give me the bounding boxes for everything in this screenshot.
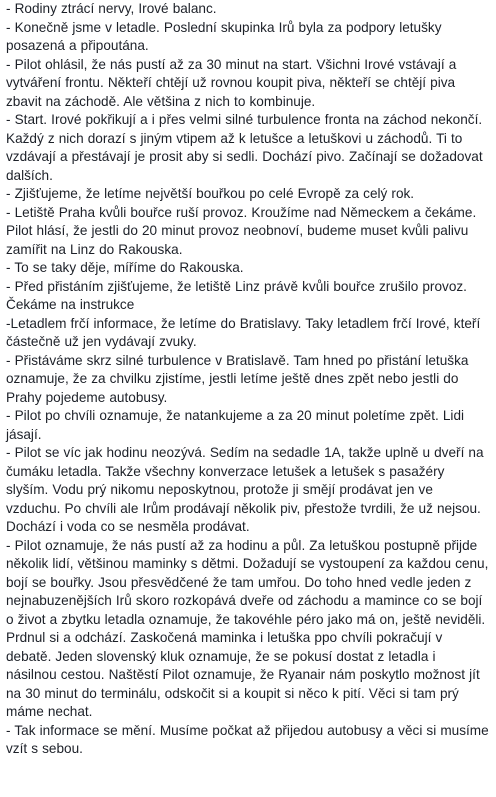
paragraph: - Zjišťujeme, že letíme největší bouřkou po celé Evropě za celý rok. <box>6 186 415 201</box>
paragraph: - Start. Irové pokřikují a i přes velmi silné turbulence fronta na záchod nekončí. Každý z nich dorazí s jiným vtipem až k letušce a letuškovi u záchodů. Ti to vzdávají a přestávají je prosit aby si sedli. Dochází pivo. Začínají se dožadovat dalších. <box>6 112 483 183</box>
paragraph: - Pilot oznamuje, že nás pustí až za hodinu a půl. Za letuškou postupně přijde několik lidí, většinou maminky s dětmi. Dožadují se vystoupení za každou cenu, bojí se bouřky. Jsou přesvědčené že tam umřou. Do toho hned vedle jeden z nejnabuzenějších Irů skoro rozkopává dveře od záchodu a mamince co se bojí o život a zbytku letadla oznamuje, že takovéhle péro jako má on, ještě neviděli. Prdnul si a odchází. Zaskočená maminka i letuška ppo chvíli pokračují v debatě. Jeden slovenský kluk oznamuje, že se pokusí dostat z letadla i násilnou cestou. Naštěstí Pilot oznamuje, že Ryanair nám poskytlo možnost jít na 30 minut do terminálu, odskočit si a koupit si něco k pití. Věci si tam prý máme nechat. <box>6 537 489 719</box>
paragraph: - Pilot po chvíli oznamuje, že natankujeme a za 20 minut poletíme zpět. Lidi jásají. <box>6 408 465 442</box>
paragraph: - Tak informace se mění. Musíme počkat až přijedou autobusy a věci si musíme vzít s sebou. <box>6 722 489 756</box>
paragraph: - Přistáváme skrz silné turbulence v Bratislavě. Tam hned po přistání letuška oznamuje, že za chvilku zjistíme, jestli letíme ještě dnes zpět nebo jestli do Prahy pojedeme autobusy. <box>6 352 469 405</box>
paragraph: - To se taky děje, míříme do Rakouska. <box>6 260 244 275</box>
paragraph: - Letiště Praha kvůli bouřce ruší provoz. Kroužíme nad Německem a čekáme. Pilot hlásí, že jestli do 20 minut provoz neobnoví, budeme muset kvůli palivu zamířit na Linz do Rakouska. <box>6 204 477 257</box>
paragraph: - Pilot se víc jak hodinu neozývá. Sedím na sedadle 1A, takže uplně u dveří na čumáku letadla. Takže všechny konverzace letušek a letušek s pasažéry slyším. Vodu prý nikomu neposkytnou, protože ji smějí prodávat jen ve vzduchu. Po chvíli ale Irům prodávají několik piv, přestože tvrdili, že už nejsou. Dochází i voda co se nesměla prodávat. <box>6 445 484 534</box>
paragraph: - Konečně jsme v letadle. Poslední skupinka Irů byla za podpory letušky posazená a připoutána. <box>6 19 442 53</box>
paragraph: -Letadlem frčí informace, že letíme do Bratislavy. Taky letadlem frčí Irové, kteří částečně už jen vydávají zvuky. <box>6 315 481 349</box>
paragraph: - Rodiny ztrácí nervy, Irové balanc. <box>6 1 217 16</box>
paragraph: - Před přistáním zjišťujeme, že letiště Linz právě kvůli bouřce zrušilo provoz. Čekáme na instrukce <box>6 278 467 312</box>
paragraph: - Pilot ohlásil, že nás pustí až za 30 minut na start. Všichni Irové vstávají a vytváření frontu. Někteří chtějí už rovnou koupit piva, někteří se chtějí piva zbavit na záchodě. Ale většina z nich to kombinuje. <box>6 56 457 109</box>
